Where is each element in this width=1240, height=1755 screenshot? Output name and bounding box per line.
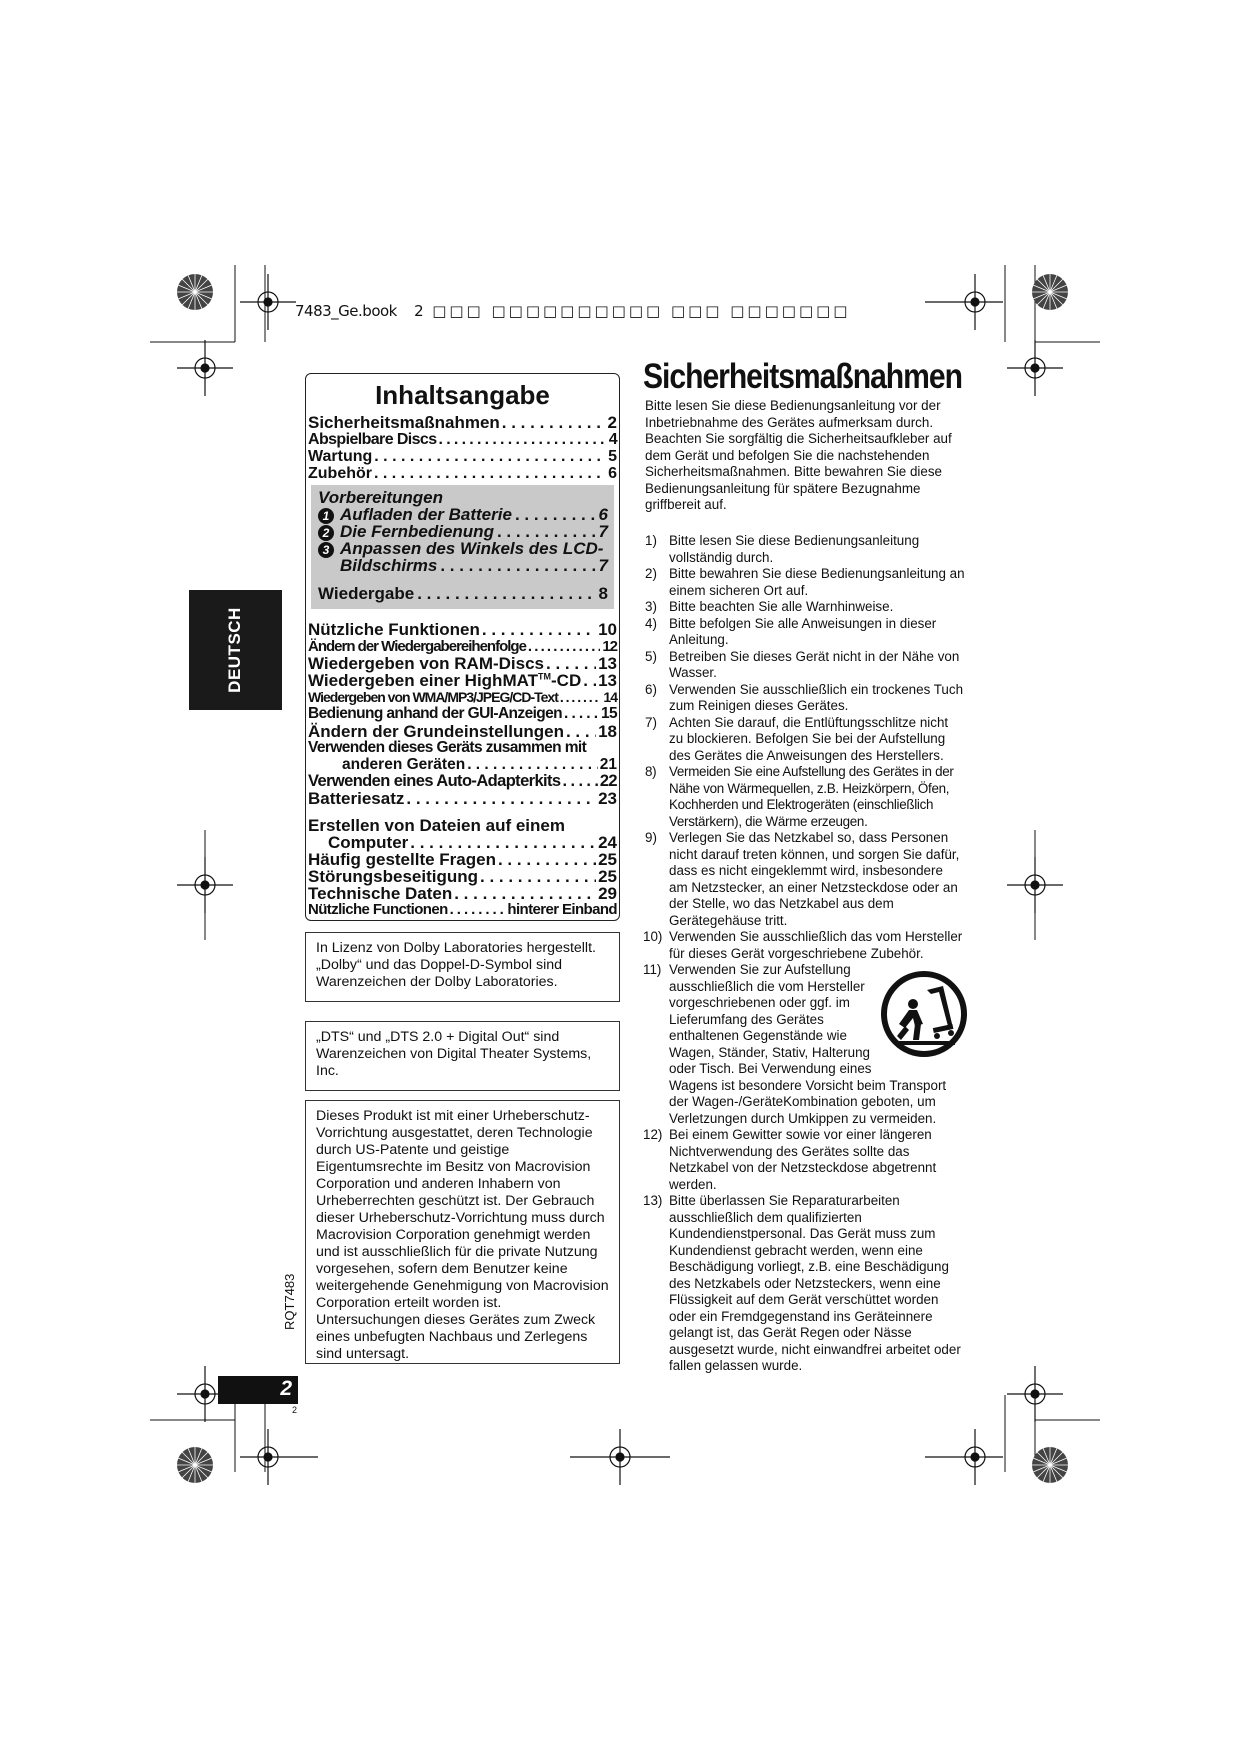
list-item <box>645 1127 965 1193</box>
rule-text: Verwenden Sie zur Aufstellung ausschließlich die vom Hersteller vorgeschriebenen oder ggf. im Lieferumfang des Gerätes enthaltenen Gegenstände wie Wagen, Ständer, Stativ, Halterung oder Tisch. Bei Verwendung eines Wagens ist besondere Vorsicht beim Transport der Wagen-/GeräteKombination geboten, um Verletzungen durch Umkippen zu vermeiden. <box>669 962 947 1126</box>
toc-entry-page: 2 <box>607 413 617 432</box>
list-item <box>645 682 965 715</box>
header-page: 2 <box>414 302 425 320</box>
toc-entry-label-main: Wiedergeben einer HighMAT <box>308 671 538 690</box>
toc-entry[interactable] <box>308 655 617 672</box>
toc-entry-page: 12 <box>602 638 617 655</box>
toc-entry[interactable] <box>308 706 617 722</box>
cart-tip-over-warning-icon <box>879 964 969 1064</box>
toc-entry-page: 6 <box>608 465 617 482</box>
rule-number: 13) <box>643 1193 663 1208</box>
rule-number: 6) <box>645 681 657 697</box>
macrovision-notice <box>305 1100 620 1364</box>
list-item <box>645 830 965 929</box>
step-number-badge: 1 <box>318 508 334 524</box>
toc-entry-label: Ändern der Wiedergabereihenfolge <box>308 638 526 655</box>
list-item <box>645 715 965 765</box>
toc-entry-label: Zubehör <box>308 465 372 482</box>
toc-entry[interactable] <box>308 449 617 465</box>
tiny-page-number: 2 <box>292 1405 298 1415</box>
toc-entry-label: Bedienung anhand der GUI-Anzeigen <box>308 705 563 722</box>
language-tab-label: DEUTSCH <box>225 607 244 693</box>
toc-entry-continued[interactable] <box>342 757 617 773</box>
list-item <box>645 566 965 599</box>
toc-entry-page: 13 <box>598 671 617 690</box>
toc-entry-page: 25 <box>598 867 617 886</box>
header-garbled-text: ​□□□ □□□□□□□□□□ □□□ □□□□□□□ <box>432 302 851 320</box>
toc-entry-page: 25 <box>598 850 617 869</box>
rule-text: Verlegen Sie das Netzkabel so, dass Personen nicht darauf treten können, und sorgen Sie dafür, dass es nicht eingeklemmt wird, insbesondere am Netzstecker, an einer Netzsteckdose oder an der Stelle, wo das Netzkabel aus dem Gerätegehäuse tritt. <box>669 830 960 928</box>
rule-number: 4) <box>645 615 657 631</box>
preparation-heading-label: Vorbereitungen <box>318 488 443 507</box>
toc-entry-page: 15 <box>600 705 617 722</box>
toc-entry[interactable] <box>308 790 617 807</box>
toc-entry[interactable] <box>308 621 617 638</box>
toc-entry[interactable] <box>308 885 617 902</box>
toc-entry-page: 21 <box>599 756 617 773</box>
toc-entry[interactable] <box>308 466 617 482</box>
toc-entry-label-cont: Computer <box>328 833 409 852</box>
safety-intro: Bitte lesen Sie diese Bedienungsanleitung vor der Inbetriebnahme des Gerätes aufmerksam durch. Beachten Sie sorgfältig die Sicherheitsaufkleber auf dem Gerät und befolgen Sie die nachstehenden Sicherheitsmaßnahmen. Bitte bewahren Sie diese Bedienungsanleitung für spätere Bezugnahme griffbereit auf. <box>645 398 952 512</box>
toc-step-continued[interactable] <box>340 556 608 576</box>
toc-entry[interactable] <box>308 773 617 790</box>
toc-entry-label-end: -CD <box>551 671 582 690</box>
toc-entry-label: Störungsbeseitigung <box>308 867 478 886</box>
toc-entry[interactable] <box>308 639 617 654</box>
toc-entry-page: hinterer Einband <box>507 901 617 918</box>
toc-entry-page: 22 <box>599 772 617 790</box>
list-item <box>645 616 965 649</box>
print-header <box>295 302 850 320</box>
toc-entry-label: Verwenden dieses Geräts zusammen mit <box>308 739 587 756</box>
list-item <box>645 649 965 682</box>
list-item <box>645 1193 965 1375</box>
rule-number: 8) <box>645 764 657 779</box>
toc-entry-page: 23 <box>598 789 617 808</box>
rule-number: 7) <box>645 714 657 730</box>
toc-entry-page: 8 <box>598 584 608 603</box>
macrovision-notice-text: Dieses Produkt ist mit einer Urheberschutz-Vorrichtung ausgestattet, deren Technologie durch US-Patente und geistige Eigentumsrechte im Besitz von Macrovision Corporation und anderen Inhabern von Urheberrechten geschützt ist. Der Gebrauch dieser Urheberschutz-Vorrichtung muss durch Macrovision Corporation genehmigt werden und ist ausschließlich für die private Nutzung vorgesehen, sofern dem Benutzer keine weitergehende Genehmigung von Macrovision Corporation erteilt worden ist. Untersuchungen dieses Gerätes zum Zweck eines unbefugten Nachbaus und Zerlegens sind untersagt. <box>316 1108 609 1362</box>
toc-step-label: Die Fernbedienung <box>340 522 494 541</box>
rule-number: 3) <box>645 599 657 614</box>
toc-entry-playback[interactable] <box>318 584 608 604</box>
toc-step-label: Aufladen der Batterie <box>340 505 512 524</box>
toc-entry-page: 10 <box>598 620 617 639</box>
toc-step-page: 7 <box>598 522 608 541</box>
toc-entry-label: Wiedergeben von WMA/MP3/JPEG/CD-Text <box>308 689 558 705</box>
rule-text: Bitte überlassen Sie Reparaturarbeiten ausschließlich dem qualifizierten Kundendienstpersonal. Das Gerät muss zum Kundendienst gebracht werden, wenn eine Beschädigung vorliegt, z.B. eine Beschädigung des Netzkabels oder Netzsteckers, wenn eine Flüssigkeit auf dem Gerät verschüttet worden oder ein Fremdgegenstand ins Geräteinnere gelangt ist, das Gerät Regen oder Nässe ausgesetzt wurde, nicht einwandfrei arbeitet oder fallen gelassen wurde. <box>669 1193 961 1373</box>
preparation-section <box>311 485 614 609</box>
toc-title: Inhaltsangabe <box>375 380 550 410</box>
safety-title: Sicherheitsmaßnahmen <box>643 357 962 396</box>
toc-entry[interactable] <box>308 432 617 448</box>
toc-entry[interactable] <box>308 414 617 431</box>
toc-entry-label: Sicherheitsmaßnahmen <box>308 413 500 432</box>
toc-entry-label-cont: anderen Geräten <box>342 756 466 773</box>
toc-entry-label: Nützliche Funktionen <box>308 620 480 639</box>
toc-entry-label: Batteriesatz <box>308 789 405 808</box>
list-item <box>645 962 965 1127</box>
toc-step-page: 6 <box>598 505 608 524</box>
toc-entry[interactable] <box>308 723 617 740</box>
rule-text: Bei einem Gewitter sowie vor einer längeren Nichtverwendung des Gerätes sollte das Netzkabel von der Netzsteckdose abgetrennt werden. <box>669 1127 937 1192</box>
toc-entry-page: 13 <box>598 654 617 673</box>
list-item <box>645 929 965 962</box>
page-number: 2 <box>280 1377 292 1400</box>
dolby-notice <box>305 932 620 1002</box>
page-number-tab <box>218 1376 298 1404</box>
step-number-badge: 3 <box>318 542 334 558</box>
toc-entry-label: Ändern der Grundeinstellungen <box>308 722 564 741</box>
toc-entry[interactable] <box>308 690 617 704</box>
toc-step-label: Anpassen des Winkels des LCD- <box>340 539 604 558</box>
toc-entry-continued[interactable] <box>328 834 617 851</box>
rule-number: 5) <box>645 648 657 664</box>
toc-entry-label <box>308 672 581 689</box>
toc-entry[interactable] <box>308 672 617 689</box>
list-item <box>645 599 965 616</box>
model-code: RQT7483 <box>282 1273 297 1330</box>
dts-notice-text: „DTS“ und „DTS 2.0 + Digital Out“ sind Warenzeichen von Digital Theater Systems, Inc. <box>316 1029 592 1079</box>
toc-entry-page: 14 <box>603 689 617 705</box>
rule-text: Bitte bewahren Sie diese Bedienungsanleitung an einem sicheren Ort auf. <box>669 566 965 598</box>
list-item <box>645 533 965 566</box>
toc-entry[interactable] <box>308 902 617 917</box>
rule-text: Bitte lesen Sie diese Bedienungsanleitung vollständig durch. <box>669 533 920 565</box>
rule-text: Verwenden Sie ausschließlich ein trockenes Tuch zum Reinigen dieses Gerätes. <box>669 681 964 713</box>
trademark-mark: TM <box>538 671 551 682</box>
toc-entry-label: Erstellen von Dateien auf einem <box>308 816 565 835</box>
rule-number: 11) <box>643 962 662 977</box>
dolby-notice-text: In Lizenz von Dolby Laboratories hergestellt. „Dolby“ und das Doppel-D-Symbol sind Warenzeichen der Dolby Laboratories. <box>316 940 596 990</box>
rule-number: 9) <box>645 830 657 845</box>
rule-text: Bitte beachten Sie alle Warnhinweise. <box>669 599 894 614</box>
rule-text: Verwenden Sie ausschließlich das vom Hersteller für dieses Gerät vorgeschriebene Zubehör. <box>669 929 963 961</box>
toc-entry-label: Häufig gestellte Fragen <box>308 850 496 869</box>
toc-entry-label: Wiedergeben von RAM-Discs <box>308 654 544 673</box>
list-item <box>645 764 965 830</box>
toc-entry-label: Verwenden eines Auto-Adapterkits <box>308 772 561 790</box>
toc-entry-label: Technische Daten <box>308 884 453 903</box>
table-of-contents <box>305 373 620 921</box>
toc-entry[interactable] <box>308 817 617 834</box>
toc-entry-label: Wiedergabe <box>318 584 415 603</box>
rule-text: Achten Sie darauf, die Entlüftungsschlitze nicht zu blockieren. Befolgen Sie bei der Aufstellung des Gerätes die Anweisungen des Herstellers. <box>669 714 949 763</box>
rule-text: Betreiben Sie dieses Gerät nicht in der Nähe von Wasser. <box>669 648 960 680</box>
toc-entry-label: Abspielbare Discs <box>308 431 437 448</box>
toc-entry-page: 5 <box>608 448 617 465</box>
dts-notice <box>305 1021 620 1091</box>
step-number-badge: 2 <box>318 525 334 541</box>
rule-number: 10) <box>643 929 663 944</box>
rule-text: Vermeiden Sie eine Aufstellung des Gerätes in der Nähe von Wärmequellen, z.B. Heizkörpern, Öfen, Kochherden und Elektrogeräten (einschließlich Verstärkern), die Wärme erzeugen. <box>669 764 954 829</box>
toc-entry-page: 4 <box>608 431 617 448</box>
toc-entry[interactable] <box>308 851 617 868</box>
safety-rules-list <box>645 533 965 1375</box>
toc-entry-page: 18 <box>598 722 617 741</box>
rule-number: 2) <box>645 566 657 581</box>
rule-number: 12) <box>643 1127 663 1142</box>
language-tab <box>189 590 282 710</box>
toc-entry-label: Wartung <box>308 448 373 465</box>
rule-text: Bitte befolgen Sie alle Anweisungen in dieser Anleitung. <box>669 615 937 647</box>
toc-entry-page: 29 <box>598 884 617 903</box>
toc-entry[interactable] <box>308 868 617 885</box>
toc-step-label-cont: Bildschirms <box>340 556 438 575</box>
header-filename: 7483_Ge.book <box>295 302 397 320</box>
toc-step-page: 7 <box>598 556 608 575</box>
toc-entry-label: Nützliche Functionen <box>308 901 448 918</box>
toc-entry-page: 24 <box>598 833 617 852</box>
rule-number: 1) <box>645 533 657 548</box>
toc-entry[interactable] <box>308 740 617 756</box>
